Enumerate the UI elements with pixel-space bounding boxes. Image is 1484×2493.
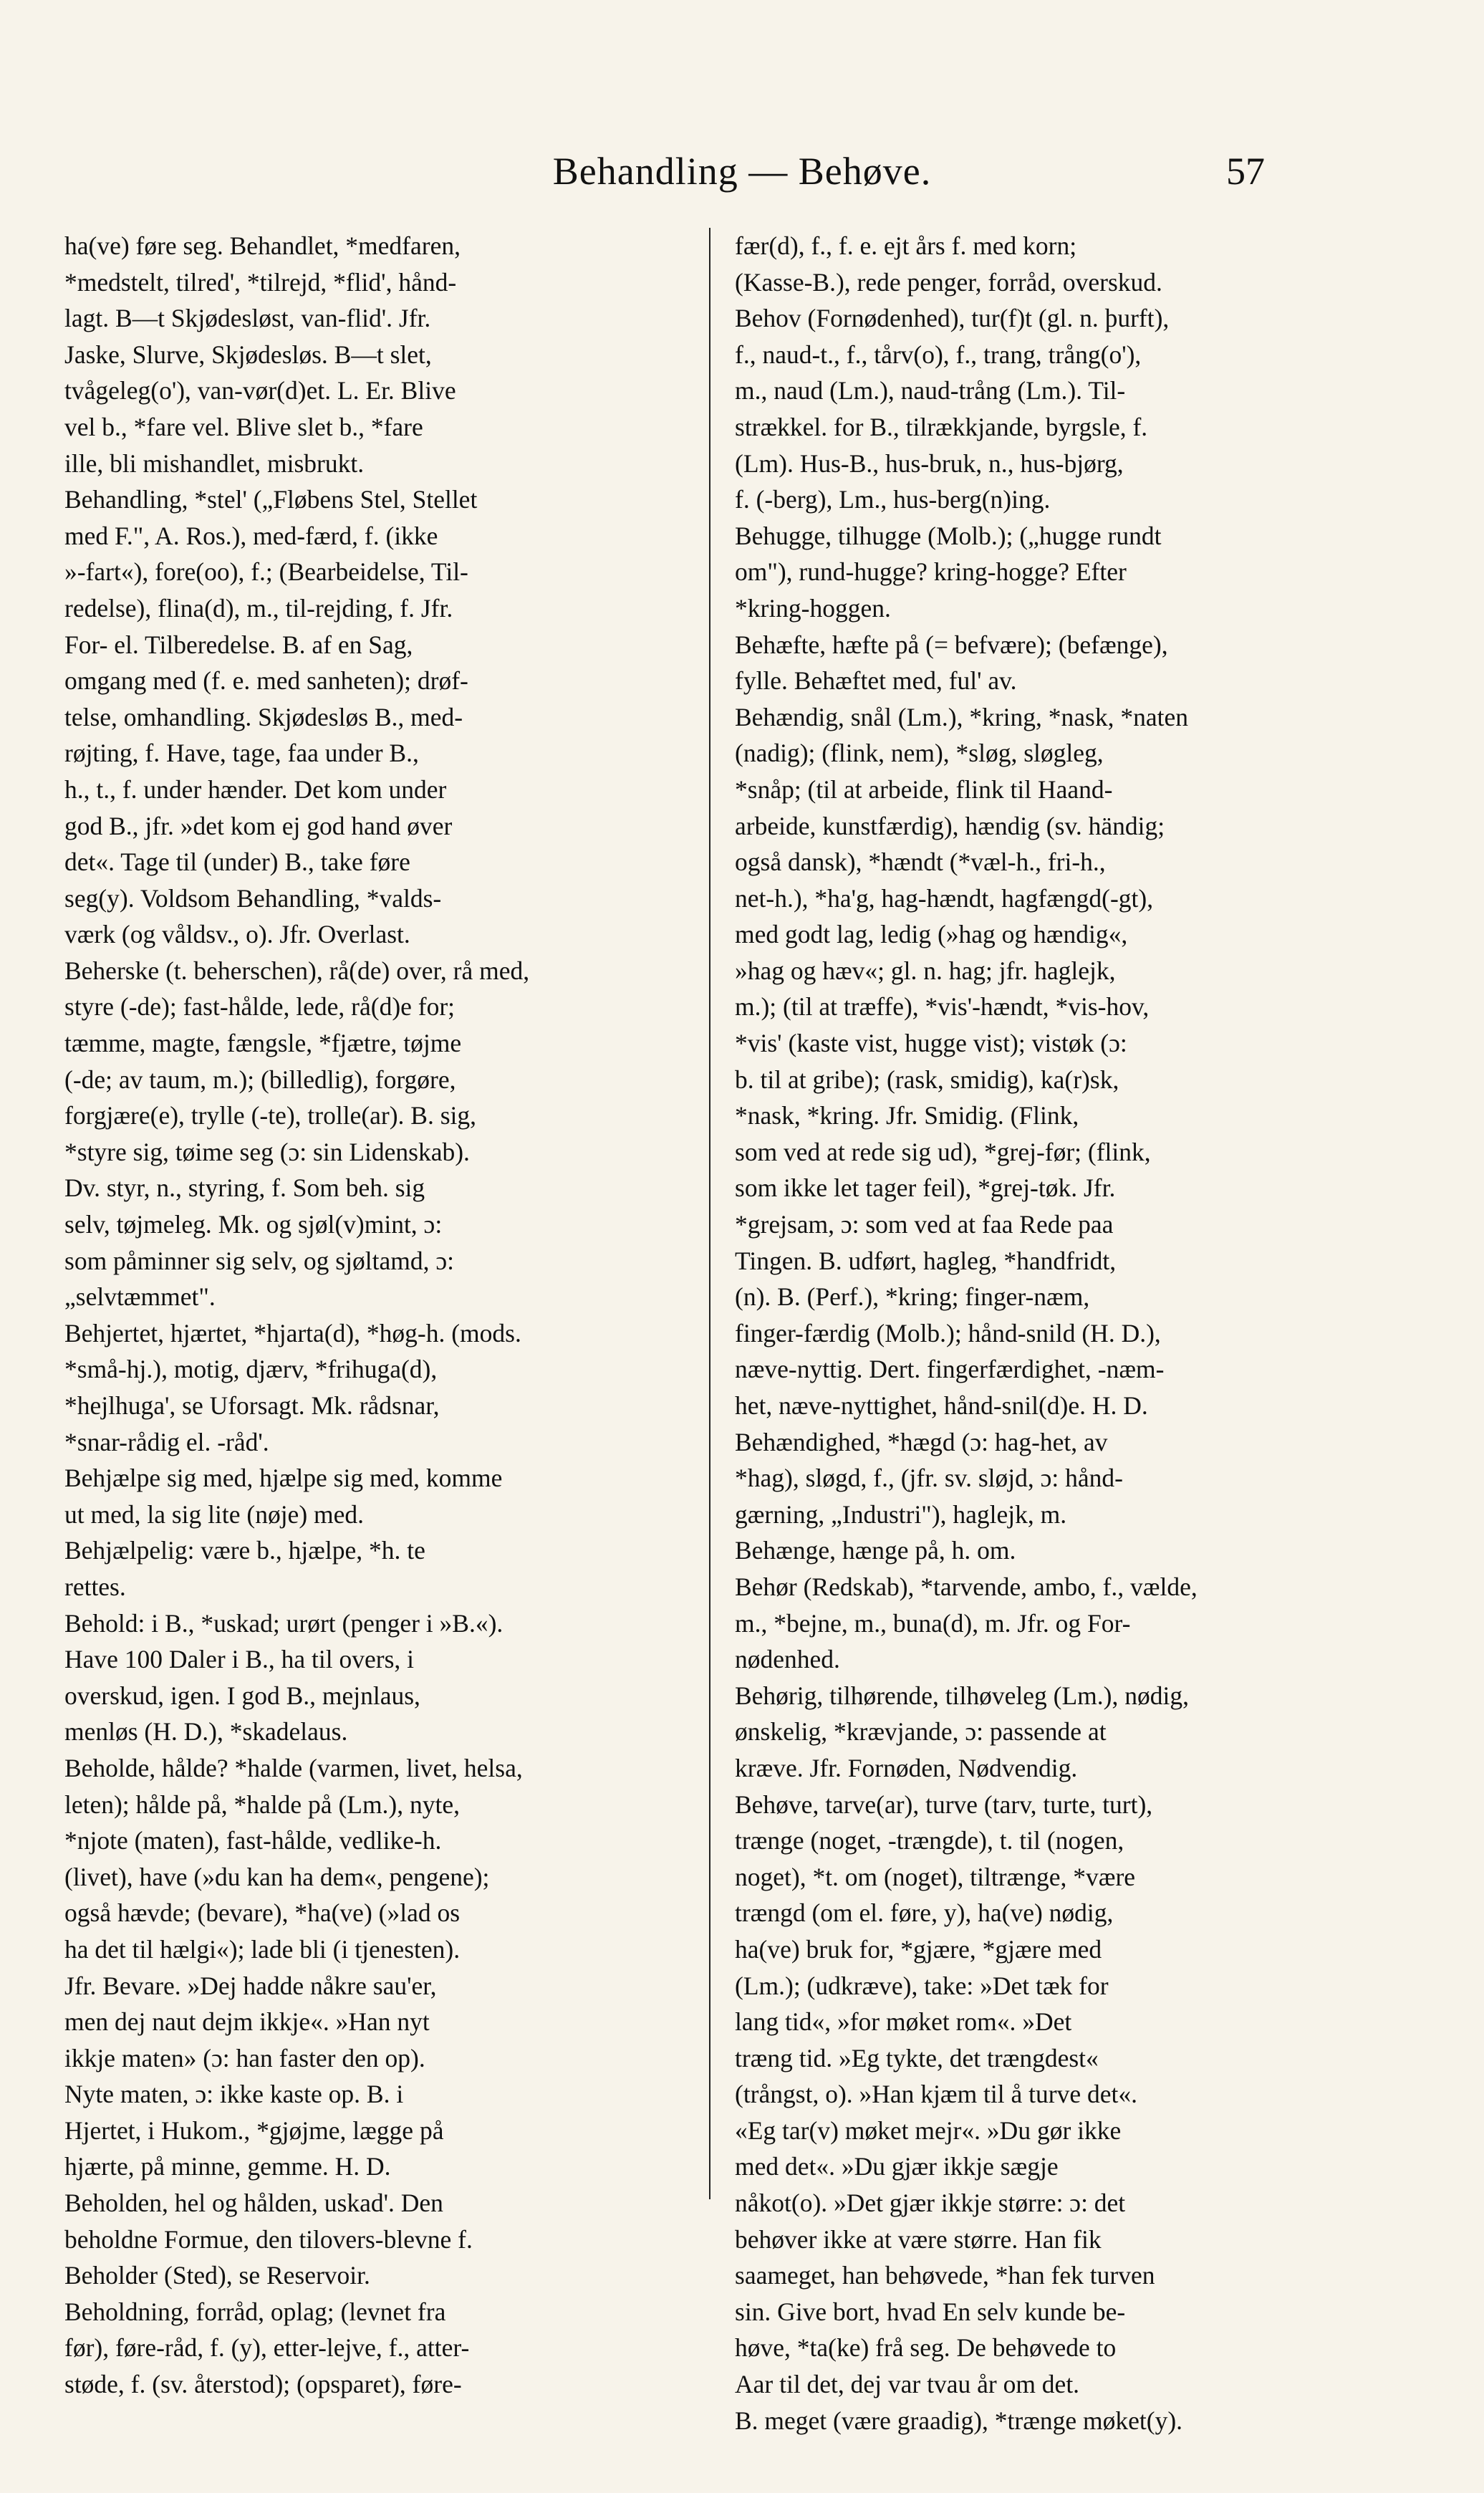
text-line: god B., jfr. »det kom ej god hand øver [64, 811, 453, 840]
text-line: Behændig, snål (Lm.), *kring, *nask, *naten [735, 702, 1188, 731]
text-line: m., naud (Lm.), naud-trång (Lm.). Til- [735, 376, 1126, 405]
text-line: Behugge, tilhugge (Molb.); („hugge rundt [735, 521, 1162, 550]
text-line: tvågeleg(o'), van-vør(d)et. L. Er. Blive [64, 376, 456, 405]
text-line: *hejlhuga', se Uforsagt. Mk. rådsnar, [64, 1391, 440, 1420]
text-line: som påminner sig selv, og sjøltamd, ɔ: [64, 1246, 454, 1275]
text-line: (-de; av taum, m.); (billedlig), forgøre, [64, 1065, 456, 1094]
text-line: tæmme, magte, fængsle, *fjætre, tøjme [64, 1029, 462, 1058]
text-line: *medstelt, tilred', *tilrejd, *flid', hånd- [64, 267, 457, 297]
text-line: før), føre-råd, f. (y), etter-lejve, f., atter- [64, 2333, 470, 2363]
text-line: Behandling, *stel' („Fløbens Stel, Stellet [64, 485, 478, 514]
text-line: ønskelig, *krævjande, ɔ: passende at [735, 1717, 1107, 1747]
text-line: fylle. Behæftet med, ful' av. [735, 666, 1017, 696]
text-line: telse, omhandling. Skjødesløs B., med- [64, 702, 463, 731]
text-line: forgjære(e), trylle (-te), trolle(ar). B. sig, [64, 1101, 477, 1130]
text-line: arbeide, kunstfærdig), hændig (sv. händig; [735, 811, 1165, 840]
text-line: Behæfte, hæfte på (= befvære); (befænge), [735, 630, 1168, 659]
text-line: b. til at gribe); (rask, smidig), ka(r)sk, [735, 1065, 1119, 1094]
text-line: m., *bejne, m., buna(d), m. Jfr. og For- [735, 1608, 1131, 1638]
text-line: (trångst, o). »Han kjæm til å turve det«. [735, 2080, 1137, 2109]
text-line: sin. Give bort, hvad En selv kunde be- [735, 2297, 1126, 2326]
text-line: Behænge, hænge på, h. om. [735, 1536, 1016, 1565]
text-line: hjærte, på minne, gemme. H. D. [64, 2152, 391, 2181]
text-line: «Eg tar(v) møket mejr«. »Du gør ikke [735, 2115, 1122, 2145]
text-line: selv, tøjmeleg. Mk. og sjøl(v)mint, ɔ: [64, 1210, 443, 1239]
text-line: som ikke let tager feil), *grej-tøk. Jfr. [735, 1173, 1116, 1203]
text-line: høve, *ta(ke) frå seg. De behøvede to [735, 2333, 1117, 2363]
text-line: saameget, han behøvede, *han fek turven [735, 2261, 1155, 2290]
text-line: Have 100 Daler i B., ha til overs, i [64, 1645, 415, 1674]
text-line: *snåp; (til at arbeide, flink til Haand- [735, 774, 1113, 804]
text-line: med F.", A. Ros.), med-færd, f. (ikke [64, 521, 438, 550]
text-line: *hag), sløgd, f., (jfr. sv. sløjd, ɔ: hånd- [735, 1464, 1123, 1493]
text-line: træng tid. »Eg tykte, det trængdest« [735, 2043, 1099, 2072]
text-line: også dansk), *hændt (*væl-h., fri-h., [735, 847, 1106, 877]
text-line: seg(y). Voldsom Behandling, *valds- [64, 883, 442, 913]
text-line: røjting, f. Have, tage, faa under B., [64, 739, 419, 768]
text-line: het, næve-nyttighet, hånd-snil(d)e. H. D. [735, 1391, 1148, 1420]
text-line: Nyte maten, ɔ: ikke kaste op. B. i [64, 2080, 404, 2109]
text-line: f. (-berg), Lm., hus-berg(n)ing. [735, 485, 1051, 514]
text-line: *snar-rådig el. -råd'. [64, 1427, 269, 1456]
text-line: Hjertet, i Hukom., *gjøjme, lægge på [64, 2115, 444, 2145]
text-line: h., t., f. under hænder. Det kom under [64, 774, 447, 804]
text-line: behøver ikke at være større. Han fik [735, 2224, 1102, 2254]
text-line: det«. Tage til (under) B., take føre [64, 847, 410, 877]
text-line: fær(d), f., f. e. ejt års f. med korn; [735, 231, 1077, 260]
text-line: (Lm.); (udkræve), take: »Det tæk for [735, 1971, 1109, 2000]
text-line: „selvtæmmet". [64, 1282, 216, 1312]
text-line: næve-nyttig. Dert. fingerfærdighet, -næm- [735, 1355, 1165, 1384]
text-line: støde, f. (sv. återstod); (opsparet), føre- [64, 2370, 462, 2399]
text-line: m.); (til at træffe), *vis'-hændt, *vis-hov, [735, 992, 1150, 1022]
column-divider [709, 228, 710, 2199]
text-line: Behjælpe sig med, hjælpe sig med, komme [64, 1464, 503, 1493]
text-line: lagt. B—t Skjødesløst, van-flid'. Jfr. [64, 304, 431, 333]
text-line: styre (-de); fast-hålde, lede, rå(d)e for; [64, 992, 456, 1022]
text-line: Beholde, hålde? *halde (varmen, livet, helsa, [64, 1753, 523, 1782]
text-line: ille, bli mishandlet, misbrukt. [64, 448, 365, 478]
right-column [735, 228, 1357, 2439]
text-line: *små-hj.), motig, djærv, *frihuga(d), [64, 1355, 438, 1384]
text-line: men dej naut dejm ikkje«. »Han nyt [64, 2007, 430, 2037]
text-line: Behjælpelig: være b., hjælpe, *h. te [64, 1536, 425, 1565]
running-header: Behandling — Behøve. [552, 150, 932, 193]
text-line: Behjertet, hjærtet, *hjarta(d), *høg-h. (mods. [64, 1318, 521, 1348]
text-line: Behør (Redskab), *tarvende, ambo, f., vælde, [735, 1572, 1198, 1601]
text-line: Behørig, tilhørende, tilhøveleg (Lm.), nødig, [735, 1681, 1189, 1710]
left-column [64, 228, 686, 2403]
text-line: Beholdning, forråd, oplag; (levnet fra [64, 2297, 446, 2326]
text-line: *nask, *kring. Jfr. Smidig. (Flink, [735, 1101, 1079, 1130]
text-line: Behændighed, *hægd (ɔ: hag-het, av [735, 1427, 1108, 1456]
text-line: *vis' (kaste vist, hugge vist); vistøk (ɔ: [735, 1029, 1127, 1058]
text-line: strækkel. for B., tilrækkjande, byrgsle, f. [735, 412, 1148, 441]
text-line: som ved at rede sig ud), *grej-før; (flink, [735, 1137, 1151, 1166]
text-line: nåkot(o). »Det gjær ikkje større: ɔ: det [735, 2189, 1126, 2218]
text-line: beholdne Formue, den tilovers-blevne f. [64, 2224, 473, 2254]
text-line: ha(ve) føre seg. Behandlet, *medfaren, [64, 231, 461, 260]
text-line: (Kasse-B.), rede penger, forråd, overskud. [735, 267, 1162, 297]
text-line: ha det til hælgi«); lade bli (i tjenesten). [64, 1934, 461, 1964]
text-line: Jfr. Bevare. »Dej hadde nåkre sau'er, [64, 1971, 437, 2000]
text-line: Beholden, hel og hålden, uskad'. Den [64, 2189, 443, 2218]
text-line: Tingen. B. udført, hagleg, *handfridt, [735, 1246, 1117, 1275]
page-number: 57 [1226, 150, 1265, 193]
text-line: Behold: i B., *uskad; urørt (penger i »B.«). [64, 1608, 504, 1638]
text-line: leten); hålde på, *halde på (Lm.), nyte, [64, 1790, 461, 1819]
text-line: Beherske (t. beherschen), rå(de) over, rå med, [64, 956, 530, 985]
text-line: gærning, „Industri"), haglejk, m. [735, 1499, 1067, 1529]
text-line: Dv. styr, n., styring, f. Som beh. sig [64, 1173, 425, 1203]
text-line: Beholder (Sted), se Reservoir. [64, 2261, 370, 2290]
text-line: menløs (H. D.), *skadelaus. [64, 1717, 348, 1747]
text-line: redelse), flina(d), m., til-rejding, f. Jfr. [64, 593, 453, 623]
text-line: ut med, la sig lite (nøje) med. [64, 1499, 365, 1529]
text-line: noget), *t. om (noget), tiltrænge, *være [735, 1862, 1136, 1891]
text-line: ikkje maten» (ɔ: han faster den op). [64, 2043, 425, 2072]
text-line: trængd (om el. føre, y), ha(ve) nødig, [735, 1898, 1114, 1928]
text-line: B. meget (være graadig), *trænge møket(y). [735, 2406, 1183, 2435]
text-line: nødenhed. [735, 1645, 840, 1674]
text-line: »-fart«), fore(oo), f.; (Bearbeidelse, Til- [64, 557, 468, 587]
text-line: vel b., *fare vel. Blive slet b., *fare [64, 412, 423, 441]
text-line: (nadig); (flink, nem), *sløg, sløgleg, [735, 739, 1104, 768]
text-line: Jaske, Slurve, Skjødesløs. B—t slet, [64, 340, 432, 369]
text-line: f., naud-t., f., tårv(o), f., trang, trång(o'), [735, 340, 1142, 369]
text-line: Aar til det, dej var tvau år om det. [735, 2370, 1080, 2399]
text-line: med godt lag, ledig (»hag og hændig«, [735, 920, 1128, 949]
text-line: trænge (noget, -trængde), t. til (nogen, [735, 1826, 1124, 1855]
text-line: kræve. Jfr. Fornøden, Nødvendig. [735, 1753, 1078, 1782]
text-line: (Lm). Hus-B., hus-bruk, n., hus-bjørg, [735, 448, 1124, 478]
text-line: finger-færdig (Molb.); hånd-snild (H. D.), [735, 1318, 1161, 1348]
text-line: (livet), have (»du kan ha dem«, pengene); [64, 1862, 490, 1891]
text-line: *grejsam, ɔ: som ved at faa Rede paa [735, 1210, 1114, 1239]
text-line: *njote (maten), fast-hålde, vedlike-h. [64, 1826, 442, 1855]
text-line: om"), rund-hugge? kring-hogge? Efter [735, 557, 1127, 587]
text-line: med det«. »Du gjær ikkje sægje [735, 2152, 1059, 2181]
text-line: også hævde; (bevare), *ha(ve) (»lad os [64, 1898, 461, 1928]
text-line: rettes. [64, 1572, 126, 1601]
text-line: *styre sig, tøime seg (ɔ: sin Lidenskab). [64, 1137, 470, 1166]
text-line: For- el. Tilberedelse. B. af en Sag, [64, 630, 413, 659]
text-line: overskud, igen. I god B., mejnlaus, [64, 1681, 420, 1710]
text-line: værk (og våldsv., o). Jfr. Overlast. [64, 920, 410, 949]
text-line: »hag og hæv«; gl. n. hag; jfr. haglejk, [735, 956, 1116, 985]
text-line: Behøve, tarve(ar), turve (tarv, turte, turt), [735, 1790, 1153, 1819]
text-line: Behov (Fornødenhed), tur(f)t (gl. n. þurft), [735, 304, 1170, 333]
text-line: *kring-hoggen. [735, 593, 891, 623]
text-line: (n). B. (Perf.), *kring; finger-næm, [735, 1282, 1090, 1312]
text-line: net-h.), *ha'g, hag-hændt, hagfængd(-gt), [735, 883, 1154, 913]
text-line: lang tid«, »for møket rom«. »Det [735, 2007, 1072, 2037]
text-line: ha(ve) bruk for, *gjære, *gjære med [735, 1934, 1102, 1964]
text-line: omgang med (f. e. med sanheten); drøf- [64, 666, 468, 696]
